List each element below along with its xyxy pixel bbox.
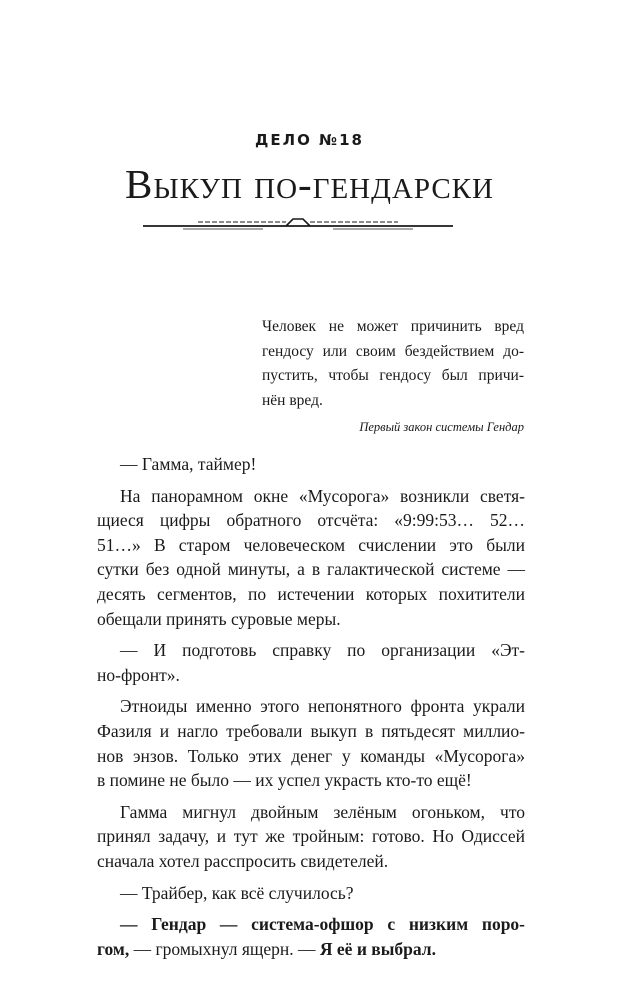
epigraph-line: Человек не может причинить вред [262,318,524,335]
text-line: — Трайбер, как всё случилось? [120,882,354,903]
text-line: в помине не было — их успел украсть кто-то ещё! [97,770,472,791]
paragraph [97,694,525,792]
text-line: — И подготовь справку по организации «Эт- [120,640,525,661]
text-line: обещали принять суровые меры. [97,608,341,629]
text-line: На панорамном окне «Мусорога» возникли светя- [120,485,525,506]
epigraph-line: гендосу или своим бездействием до- [262,342,524,360]
epigraph-line: нён вред. [262,391,323,409]
text-line: 51…» В старом человеческом счислении это были [97,534,525,555]
text-line: но-фронт». [97,664,180,685]
epigraph [262,316,524,437]
text-line: десять сегментов, по истечении которых похитители [97,583,525,604]
text-line: — Гендар — система-офшор с низким поро- [120,914,525,935]
paragraph [97,638,525,687]
chapter-title: Выкуп по-гендарски [125,161,494,207]
text-line: сначала хотел расспросить свидетелей. [97,850,389,871]
text-line [97,937,525,962]
text-line: Гамма мигнул двойным зелёным огоньком, что [120,801,525,822]
paragraph [97,484,525,632]
bold-fragment: гом, [97,938,130,959]
text-line: — Гамма, таймер! [120,454,257,474]
text-fragment: — громыхнул ящерн. — [129,938,320,959]
ornament-divider [143,215,453,233]
text-line: Этноиды именно этого непонятного фронта украли [120,696,525,717]
epigraph-source: Первый закон системы Гендар [359,420,524,435]
bold-fragment: Я её и выбрал. [319,938,436,959]
text-line: сутки без одной минуты, а в галактической системе — [97,559,525,580]
text-line: нов энзов. Только этих денег у команды «Мусорога» [97,745,525,766]
epigraph-line: пустить, чтобы гендосу был причи- [262,367,524,385]
paragraph [97,452,525,477]
text-line: щиеся цифры обратного отсчёта: «9:99:53… 52… [97,510,525,531]
paragraph [97,912,525,961]
body-text [97,452,525,961]
paragraph [97,881,525,906]
case-label: ДЕЛО №18 [255,131,364,149]
paragraph [97,800,525,874]
text-line: принял задачу, и тут же тройным: готово. Но Одиссей [97,826,525,847]
text-line: Фазиля и нагло требовали выкуп в пятьдесят миллио- [97,720,525,741]
